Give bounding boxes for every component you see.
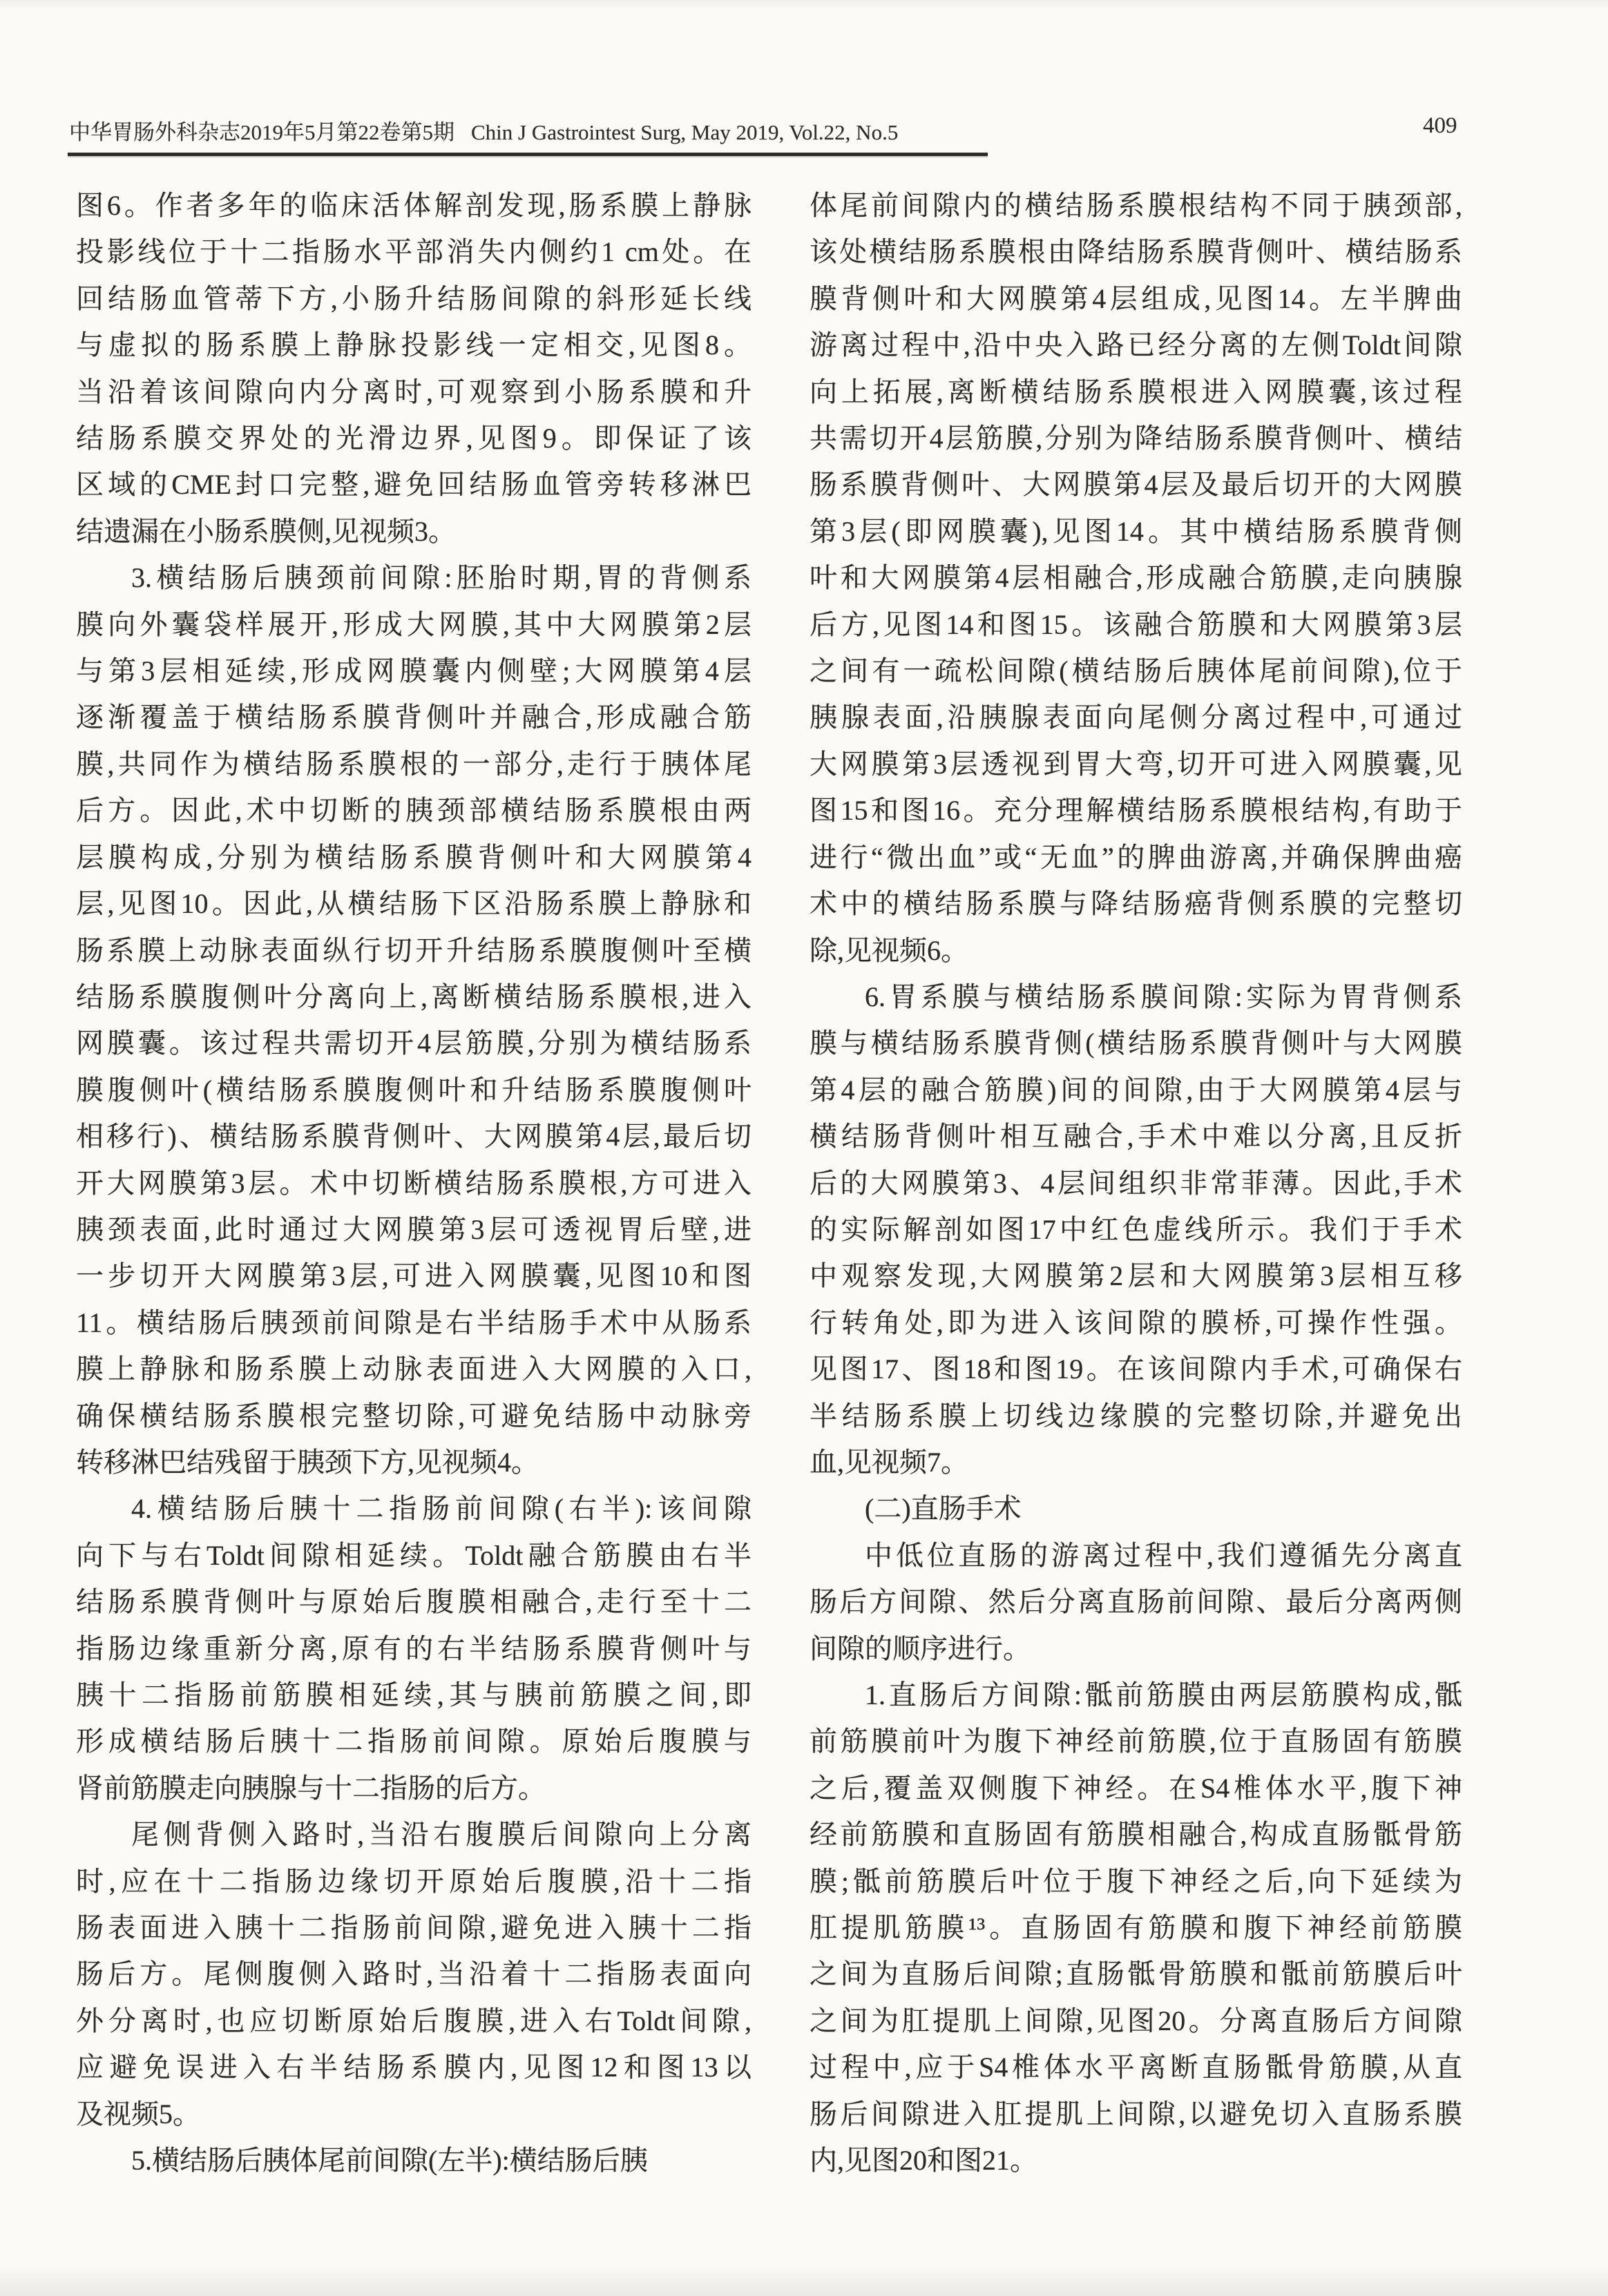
text-line: 与第3层相延续,形成网膜囊内侧壁;大网膜第4层: [76, 655, 752, 687]
text-line: 确保横结肠系膜根完整切除,可避免结肠中动脉旁: [76, 1400, 752, 1431]
text-line: 6.胃系膜与横结肠系膜间隙:实际为胃背侧系: [865, 981, 1462, 1012]
text-line: 中观察发现,大网膜第2层和大网膜第3层相互移: [810, 1260, 1462, 1292]
text-line: 横结肠背侧叶相互融合,手术中难以分离,且反折: [810, 1121, 1462, 1152]
text-line: 大网膜第3层透视到胃大弯,切开可进入网膜囊,见: [810, 748, 1462, 780]
text-column-left: [76, 182, 752, 2183]
text-line: 尾侧背侧入路时,当沿右腹膜后间隙向上分离: [131, 1819, 752, 1851]
text-line: 图6。作者多年的临床活体解剖发现,肠系膜上静脉: [76, 190, 752, 221]
text-line: 血,见视频7。: [810, 1446, 968, 1478]
text-line: 与虚拟的肠系膜上静脉投影线一定相交,见图8。: [76, 329, 752, 361]
text-line: 第4层的融合筋膜)间的间隙,由于大网膜第4层与: [810, 1074, 1462, 1106]
text-line: 肾前筋膜走向胰腺与十二指肠的后方。: [76, 1772, 546, 1804]
text-line: 除,见视频6。: [810, 934, 968, 966]
text-line: 11。横结肠后胰颈前间隙是右半结肠手术中从肠系: [76, 1306, 752, 1338]
page-header: [69, 115, 1423, 146]
text-line: 膜向外囊袋样展开,形成大网膜,其中大网膜第2层: [76, 608, 752, 640]
text-line: 之间有一疏松间隙(横结肠后胰体尾前间隙),位于: [810, 655, 1462, 687]
text-line: 膜与横结肠系膜背侧(横结肠系膜背侧叶与大网膜: [810, 1028, 1462, 1059]
text-line: 半结肠系膜上切线边缘膜的完整切除,并避免出: [810, 1400, 1462, 1431]
text-line: 回结肠血管蒂下方,小肠升结肠间隙的斜形延长线: [76, 282, 752, 314]
text-line: 图15和图16。充分理解横结肠系膜根结构,有助于: [810, 795, 1462, 827]
text-line: 结遗漏在小肠系膜侧,见视频3。: [76, 515, 456, 547]
text-line: 肠后方。尾侧腹侧入路时,当沿着十二指肠表面向: [76, 1958, 752, 1990]
text-line: 叶和大网膜第4层相融合,形成融合筋膜,走向胰腺: [810, 562, 1462, 594]
text-line: 经前筋膜和直肠固有筋膜相融合,构成直肠骶骨筋: [810, 1819, 1462, 1851]
text-line: 区域的CME封口完整,避免回结肠血管旁转移淋巴: [76, 469, 752, 501]
text-line: 膜,共同作为横结肠系膜根的一部分,走行于胰体尾: [76, 748, 752, 780]
text-line: 胰十二指肠前筋膜相延续,其与胰前筋膜之间,即: [76, 1679, 752, 1710]
text-line: 及视频5。: [76, 2098, 200, 2130]
page-number: 409: [1423, 113, 1457, 138]
text-line: 当沿着该间隙向内分离时,可观察到小肠系膜和升: [76, 376, 752, 407]
text-line: 3.横结肠后胰颈前间隙:胚胎时期,胃的背侧系: [131, 562, 752, 594]
text-line: 内,见图20和图21。: [810, 2145, 1037, 2177]
text-line: (二)直肠手术: [865, 1493, 1022, 1525]
text-line: 该处横结肠系膜根由降结肠系膜背侧叶、横结肠系: [810, 236, 1462, 268]
journal-title-cn: 中华胃肠外科杂志2019年5月第22卷第5期: [69, 120, 454, 144]
text-line: 时,应在十二指肠边缘切开原始后腹膜,沿十二指: [76, 1865, 752, 1897]
text-line: 指肠边缘重新分离,原有的右半结肠系膜背侧叶与: [76, 1632, 752, 1664]
text-line: 膜腹侧叶(横结肠系膜腹侧叶和升结肠系膜腹侧叶: [76, 1074, 752, 1106]
text-line: 肠表面进入胰十二指肠前间隙,避免进入胰十二指: [76, 1912, 752, 1944]
text-line: 膜上静脉和肠系膜上动脉表面进入大网膜的入口,: [76, 1353, 752, 1385]
text-line: 结肠系膜背侧叶与原始后腹膜相融合,走行至十二: [76, 1586, 752, 1618]
text-line: 肠系膜背侧叶、大网膜第4层及最后切开的大网膜: [810, 469, 1462, 501]
text-line: 间隙的顺序进行。: [810, 1632, 1031, 1664]
text-line: 形成横结肠后胰十二指肠前间隙。原始后腹膜与: [76, 1726, 752, 1757]
text-line: 行转角处,即为进入该间隙的膜桥,可操作性强。: [810, 1306, 1462, 1338]
text-line: 肠系膜上动脉表面纵行切开升结肠系膜腹侧叶至横: [76, 934, 752, 966]
text-line: 结肠系膜交界处的光滑边界,见图9。即保证了该: [76, 423, 752, 454]
text-line: 中低位直肠的游离过程中,我们遵循先分离直: [865, 1539, 1462, 1571]
text-line: 后方。因此,术中切断的胰颈部横结肠系膜根由两: [76, 795, 752, 827]
text-line: 前筋膜前叶为腹下神经前筋膜,位于直肠固有筋膜: [810, 1726, 1462, 1757]
text-line: 投影线位于十二指肠水平部消失内侧约1 cm处。在: [76, 236, 752, 268]
text-line: 4.横结肠后胰十二指肠前间隙(右半):该间隙: [131, 1493, 752, 1525]
text-line: 肛提肌筋膜¹³。直肠固有筋膜和腹下神经前筋膜: [810, 1912, 1462, 1944]
journal-citation-en: Chin J Gastrointest Surg, May 2019, Vol.22, No.5: [471, 120, 899, 144]
text-line: 之间为直肠后间隙;直肠骶骨筋膜和骶前筋膜后叶: [810, 1958, 1462, 1990]
text-line: 肠后间隙进入肛提肌上间隙,以避免切入直肠系膜: [810, 2098, 1462, 2130]
text-line: 5.横结肠后胰体尾前间隙(左半):横结肠后胰: [131, 2145, 648, 2177]
text-line: 游离过程中,沿中央入路已经分离的左侧Toldt间隙: [810, 329, 1462, 361]
text-line: 术中的横结肠系膜与降结肠癌背侧系膜的完整切: [810, 888, 1462, 920]
text-line: 肠后方间隙、然后分离直肠前间隙、最后分离两侧: [810, 1586, 1462, 1618]
text-line: 之间为肛提肌上间隙,见图20。分离直肠后方间隙: [810, 2005, 1462, 2036]
text-line: 胰腺表面,沿胰腺表面向尾侧分离过程中,可通过: [810, 702, 1462, 733]
text-line: 的实际解剖如图17中红色虚线所示。我们于手术: [810, 1213, 1462, 1245]
text-line: 外分离时,也应切断原始后腹膜,进入右Toldt间隙,: [76, 2005, 752, 2036]
text-line: 进行“微出血”或“无血”的脾曲游离,并确保脾曲癌: [810, 841, 1462, 873]
text-line: 胰颈表面,此时通过大网膜第3层可透视胃后壁,进: [76, 1213, 752, 1245]
text-line: 向下与右Toldt间隙相延续。Toldt融合筋膜由右半: [76, 1539, 752, 1571]
text-line: 逐渐覆盖于横结肠系膜背侧叶并融合,形成融合筋: [76, 702, 752, 733]
text-line: 网膜囊。该过程共需切开4层筋膜,分别为横结肠系: [76, 1028, 752, 1059]
text-line: 过程中,应于S4椎体水平离断直肠骶骨筋膜,从直: [810, 2052, 1462, 2083]
text-line: 一步切开大网膜第3层,可进入网膜囊,见图10和图: [76, 1260, 752, 1292]
text-line: 共需切开4层筋膜,分别为降结肠系膜背侧叶、横结: [810, 423, 1462, 454]
text-line: 相移行)、横结肠系膜背侧叶、大网膜第4层,最后切: [76, 1121, 752, 1152]
text-line: 体尾前间隙内的横结肠系膜根结构不同于胰颈部,: [810, 190, 1462, 221]
text-line: 转移淋巴结残留于胰颈下方,见视频4。: [76, 1446, 539, 1478]
text-line: 膜背侧叶和大网膜第4层组成,见图14。左半脾曲: [810, 282, 1462, 314]
text-line: 开大网膜第3层。术中切断横结肠系膜根,方可进入: [76, 1167, 752, 1199]
text-line: 第3层(即网膜囊),见图14。其中横结肠系膜背侧: [810, 515, 1462, 547]
header-divider: [68, 153, 988, 156]
text-line: 膜;骶前筋膜后叶位于腹下神经之后,向下延续为: [810, 1865, 1462, 1897]
text-line: 层膜构成,分别为横结肠系膜背侧叶和大网膜第4: [76, 841, 752, 873]
text-line: 1.直肠后方间隙:骶前筋膜由两层筋膜构成,骶: [865, 1679, 1462, 1710]
text-column-right: [810, 182, 1462, 2183]
text-line: 后的大网膜第3、4层间组织非常菲薄。因此,手术: [810, 1167, 1462, 1199]
text-line: 层,见图10。因此,从横结肠下区沿肠系膜上静脉和: [76, 888, 752, 920]
text-line: 见图17、图18和图19。在该间隙内手术,可确保右: [810, 1353, 1462, 1385]
text-line: 结肠系膜腹侧叶分离向上,离断横结肠系膜根,进入: [76, 981, 752, 1012]
text-line: 之后,覆盖双侧腹下神经。在S4椎体水平,腹下神: [810, 1772, 1462, 1804]
text-line: 向上拓展,离断横结肠系膜根进入网膜囊,该过程: [810, 376, 1462, 407]
text-line: 后方,见图14和图15。该融合筋膜和大网膜第3层: [810, 608, 1462, 640]
text-line: 应避免误进入右半结肠系膜内,见图12和图13以: [76, 2052, 752, 2083]
